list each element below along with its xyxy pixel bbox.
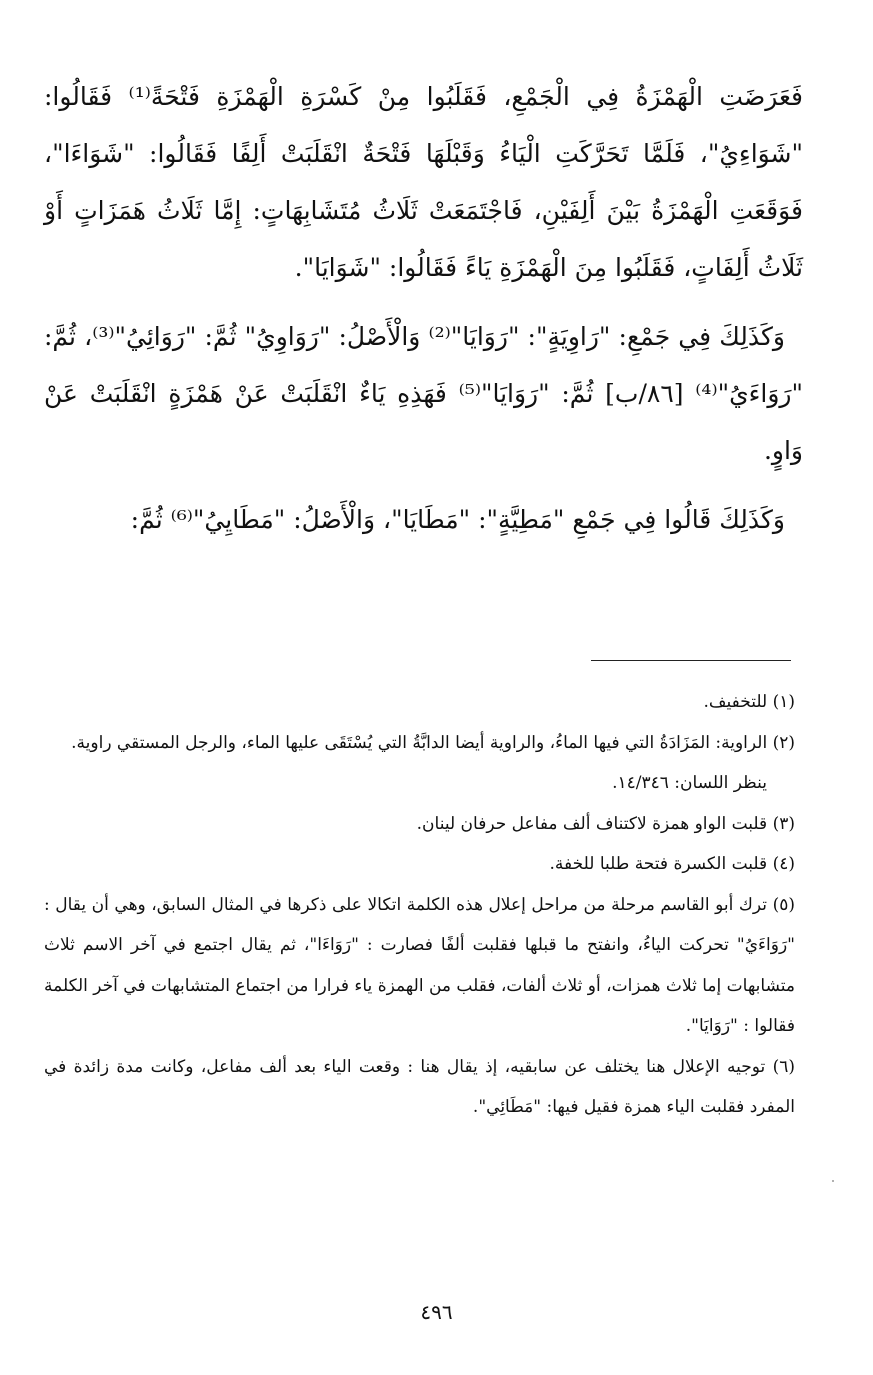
footnote-separator: [591, 660, 791, 661]
footnote-4: [44, 844, 795, 885]
footnote-label: (٤): [772, 854, 795, 874]
footnote-label: (٦): [772, 1056, 795, 1077]
footnote-text: الراوية: المَزَادَةُ التي فيها الماءُ، والراوية أيضا الدابَّةُ التي يُسْتَقَى عليها الماء، والرجل المستقي راوية.: [71, 732, 768, 753]
footnote-label: (٥): [772, 894, 795, 915]
footnote-2: [44, 723, 795, 764]
footnote-text: قلبت الواو همزة لاكتناف ألف مفاعل حرفان لينان.: [416, 813, 768, 834]
footnotes-section: [44, 682, 795, 1128]
footnote-label: (٣): [772, 813, 795, 834]
footnote-text: قلبت الكسرة فتحة طلبا للخفة.: [549, 854, 768, 874]
main-paragraph-1: فَعَرَضَتِ الْهَمْزَةُ فِي الْجَمْعِ، فَقَلَبُوا مِنْ كَسْرَةِ الْهَمْزَةِ فَتْحَةً⁽¹⁾ فَقَالُوا: "شَوَاءِيُ"، فَلَمَّا تَحَرَّكَتِ الْيَاءُ وَقَبْلَهَا فَتْحَةٌ انْقَلَبَتْ أَلِفًا فَقَالُوا: "شَوَاءَا"، فَوَقَعَتِ الْهَمْزَةُ بَيْنَ أَلِفَيْنِ، فَاجْتَمَعَتْ ثَلَاثُ مُتَشَابِهَاتٍ: إِمَّا ثَلَاثُ هَمَزَاتٍ أَوْ ثَلَاثُ أَلِفَاتٍ، فَقَلَبُوا مِنَ الْهَمْزَةِ يَاءً فَقَالُوا: "شَوَايَا".: [44, 82, 804, 282]
footnote-5: [44, 885, 795, 1047]
footnote-1: [44, 682, 795, 723]
footnote-6: [44, 1047, 795, 1128]
margin-speck: [832, 1180, 834, 1182]
footnote-2-reference: ينظر اللسان: ١٤/٣٤٦.: [612, 773, 767, 793]
footnote-label: (٢): [772, 732, 795, 753]
footnote-3: [44, 804, 795, 845]
page-number: ٤٩٦: [420, 1300, 453, 1324]
footnote-label: (١): [772, 692, 795, 712]
main-paragraph-3: وَكَذَلِكَ قَالُوا فِي جَمْعِ "مَطِيَّةٍ": "مَطَايَا"، وَالْأَصْلُ: "مَطَايِيُ"⁽⁶⁾ ثُمَّ:: [130, 505, 785, 534]
footnote-text: للتخفيف.: [703, 692, 768, 712]
footnote-text: توجيه الإعلال هنا يختلف عن سابقيه، إذ يقال هنا : وقعت الياء بعد ألف مفاعل، وكانت مدة زائدة في المفرد فقلبت الياء همزة فقيل فيها: "مَطَائِي".: [44, 1056, 795, 1117]
main-paragraph-2: وَكَذَلِكَ فِي جَمْعِ: "رَاوِيَةٍ": "رَوَايَا"⁽²⁾ وَالْأَصْلُ: "رَوَاوِيُ" ثُمَّ: "رَوَائِيُ"⁽³⁾، ثُمَّ: "رَوَاءَيُ"⁽⁴⁾ [٨٦/ب] ثُمَّ: "رَوَايَا"⁽⁵⁾ فَهَذِهِ يَاءٌ انْقَلَبَتْ عَنْ هَمْزَةٍ انْقَلَبَتْ عَنْ وَاوٍ.: [44, 322, 804, 465]
main-text-body: [44, 68, 803, 560]
footnote-text: ترك أبو القاسم مرحلة من مراحل إعلال هذه الكلمة اتكالا على ذكرها في المثال السابق، وهي أن يقال : "رَوَاءَيُ" تحركت الياءُ، وانفتح ما قبلها فقلبت ألفًا فصارت : "رَوَاءَا"، ثم يقال اجتمع في آخر الاسم ثلاث متشابهات إما ثلاث همزات، أو ثلاث ألفات، فقلب من الهمزة ياء فرارا من اجتماع المتشابهات في آخر الكلمة فقالوا : "رَوَايَا".: [44, 894, 795, 1036]
